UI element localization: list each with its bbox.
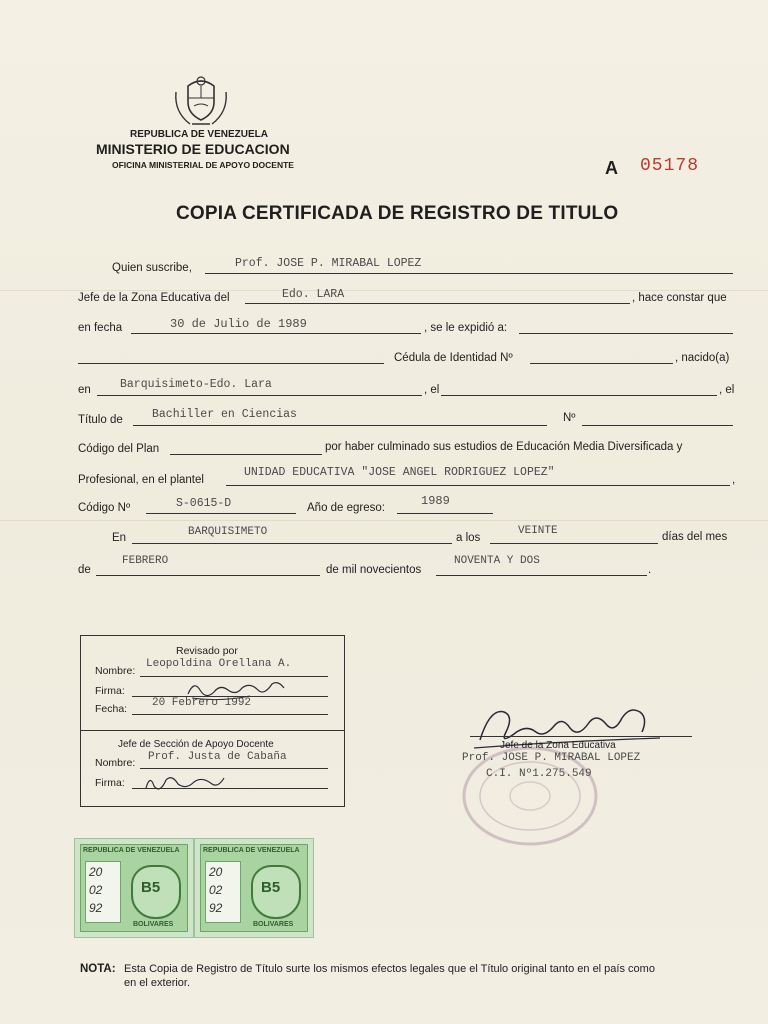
- label-quien-suscribe: Quien suscribe,: [112, 262, 192, 274]
- stamp-month: 02: [89, 883, 103, 897]
- stamp-value: B5: [261, 879, 281, 896]
- value-egreso: 1989: [421, 494, 450, 508]
- value-plantel: UNIDAD EDUCATIVA "JOSE ANGEL RODRIGUEZ LOPEZ": [244, 466, 555, 479]
- stamp-year: 92: [89, 901, 103, 915]
- fiscal-stamp: [194, 838, 314, 938]
- label-dias-mes: días del mes: [662, 531, 728, 543]
- review-value-fecha: 20 Febrero 1992: [152, 697, 252, 709]
- label-el-2: , el: [719, 384, 735, 396]
- value-lugar: Barquisimeto-Edo. Lara: [120, 378, 272, 391]
- field-line: [519, 333, 733, 334]
- ministry-heading: MINISTERIO DE EDUCACION: [96, 141, 290, 157]
- fold-crease: [0, 520, 768, 521]
- value-suscribe: Prof. JOSE P. MIRABAL LOPEZ: [235, 257, 422, 270]
- label-en-ciudad: En: [112, 532, 127, 544]
- stamp-day: 20: [89, 865, 103, 879]
- label-egreso: Año de egreso:: [307, 502, 386, 514]
- stamp-currency: BOLIVARES: [133, 921, 174, 928]
- section-chief-title: Jefe de Sección de Apoyo Docente: [118, 739, 274, 750]
- field-line: [131, 333, 421, 334]
- country-heading: REPUBLICA DE VENEZUELA: [130, 129, 268, 140]
- field-line: [96, 575, 320, 576]
- label-en: en: [78, 384, 91, 396]
- stamp-day: 20: [209, 865, 223, 879]
- stamp-currency: BOLIVARES: [253, 921, 294, 928]
- field-line: [582, 425, 733, 426]
- review-label-nombre: Nombre:: [95, 665, 136, 677]
- label-a-los: a los: [456, 532, 481, 544]
- review-label-firma: Firma:: [95, 685, 125, 697]
- field-line: [205, 273, 733, 274]
- field-line: [78, 363, 384, 364]
- note-text-line2: en el exterior.: [124, 977, 191, 989]
- field-line: [132, 714, 328, 715]
- field-line: [132, 543, 452, 544]
- field-line: [226, 485, 730, 486]
- stamp-month: 02: [209, 883, 223, 897]
- label-hace-constar: , hace constar que: [632, 292, 727, 304]
- label-jefe-zona: Jefe de la Zona Educativa del: [78, 292, 230, 304]
- section-label-nombre: Nombre:: [95, 757, 136, 769]
- value-zona: Edo. LARA: [282, 288, 345, 301]
- section-chief-signature: [140, 768, 230, 798]
- fiscal-stamp: [74, 838, 194, 938]
- field-line: [441, 395, 717, 396]
- review-label-fecha: Fecha:: [95, 703, 128, 715]
- value-titulo: Bachiller en Ciencias: [152, 408, 297, 421]
- section-value-nombre: Prof. Justa de Cabaña: [148, 751, 287, 763]
- stamp-year: 92: [209, 901, 223, 915]
- field-line: [146, 513, 296, 514]
- note-label: NOTA:: [80, 963, 116, 975]
- field-line: [490, 543, 658, 544]
- section-label-firma: Firma:: [95, 777, 125, 789]
- label-el: , el: [424, 384, 440, 396]
- stamp-header: REPUBLICA DE VENEZUELA: [203, 847, 300, 854]
- label-punto: .: [648, 564, 652, 576]
- value-mes: FEBRERO: [122, 555, 169, 567]
- value-ciudad: BARQUISIMETO: [188, 526, 268, 538]
- label-profesional: Profesional, en el plantel: [78, 474, 204, 486]
- label-en-fecha: en fecha: [78, 322, 123, 334]
- stamp-header: REPUBLICA DE VENEZUELA: [83, 847, 180, 854]
- field-line: [245, 303, 630, 304]
- office-heading: OFICINA MINISTERIAL DE APOYO DOCENTE: [112, 160, 294, 170]
- review-title: Revisado por: [176, 645, 238, 657]
- coat-of-arms-emblem: [170, 72, 232, 128]
- label-culminado: por haber culminado sus estudios de Educación Media Diversificada y: [325, 441, 683, 453]
- label-numero: Nº: [563, 412, 576, 424]
- label-expidio: , se le expidió a:: [424, 322, 508, 334]
- review-value-nombre: Leopoldina Orellana A.: [146, 658, 292, 670]
- review-box-divider: [80, 730, 344, 731]
- field-line: [97, 395, 422, 396]
- label-cedula: Cédula de Identidad Nº: [394, 352, 513, 364]
- stamp-value: B5: [141, 879, 161, 896]
- label-coma: ,: [732, 474, 736, 486]
- value-anio: NOVENTA Y DOS: [454, 555, 540, 567]
- field-line: [436, 575, 647, 576]
- label-codigo-plan: Código del Plan: [78, 443, 160, 455]
- value-fecha: 30 de Julio de 1989: [170, 317, 307, 331]
- signature-line: [470, 736, 692, 737]
- field-line: [133, 425, 547, 426]
- note-text-line1: Esta Copia de Registro de Título surte los mismos efectos legales que el Título original tanto en el país como: [124, 963, 655, 975]
- zona-chief-ci: C.I. Nº1.275.549: [486, 768, 592, 780]
- label-mil-novecientos: de mil novecientos: [326, 564, 422, 576]
- field-line: [530, 363, 673, 364]
- fold-crease: [0, 290, 768, 291]
- value-dias: VEINTE: [518, 525, 558, 537]
- document-title: COPIA CERTIFICADA DE REGISTRO DE TITULO: [176, 203, 619, 224]
- serial-prefix: A: [605, 158, 618, 178]
- label-codigo-no: Código Nº: [78, 502, 131, 514]
- zona-chief-role: Jefe de la Zona Educativa: [500, 740, 616, 751]
- serial-number: 05178: [640, 156, 700, 176]
- label-de: de: [78, 564, 91, 576]
- zona-chief-name: Prof. JOSE P. MIRABAL LOPEZ: [462, 752, 641, 764]
- label-nacido: , nacido(a): [675, 352, 730, 364]
- value-codigo: S-0615-D: [176, 497, 232, 510]
- field-line: [170, 454, 322, 455]
- field-line: [397, 513, 493, 514]
- label-titulo: Título de: [78, 414, 123, 426]
